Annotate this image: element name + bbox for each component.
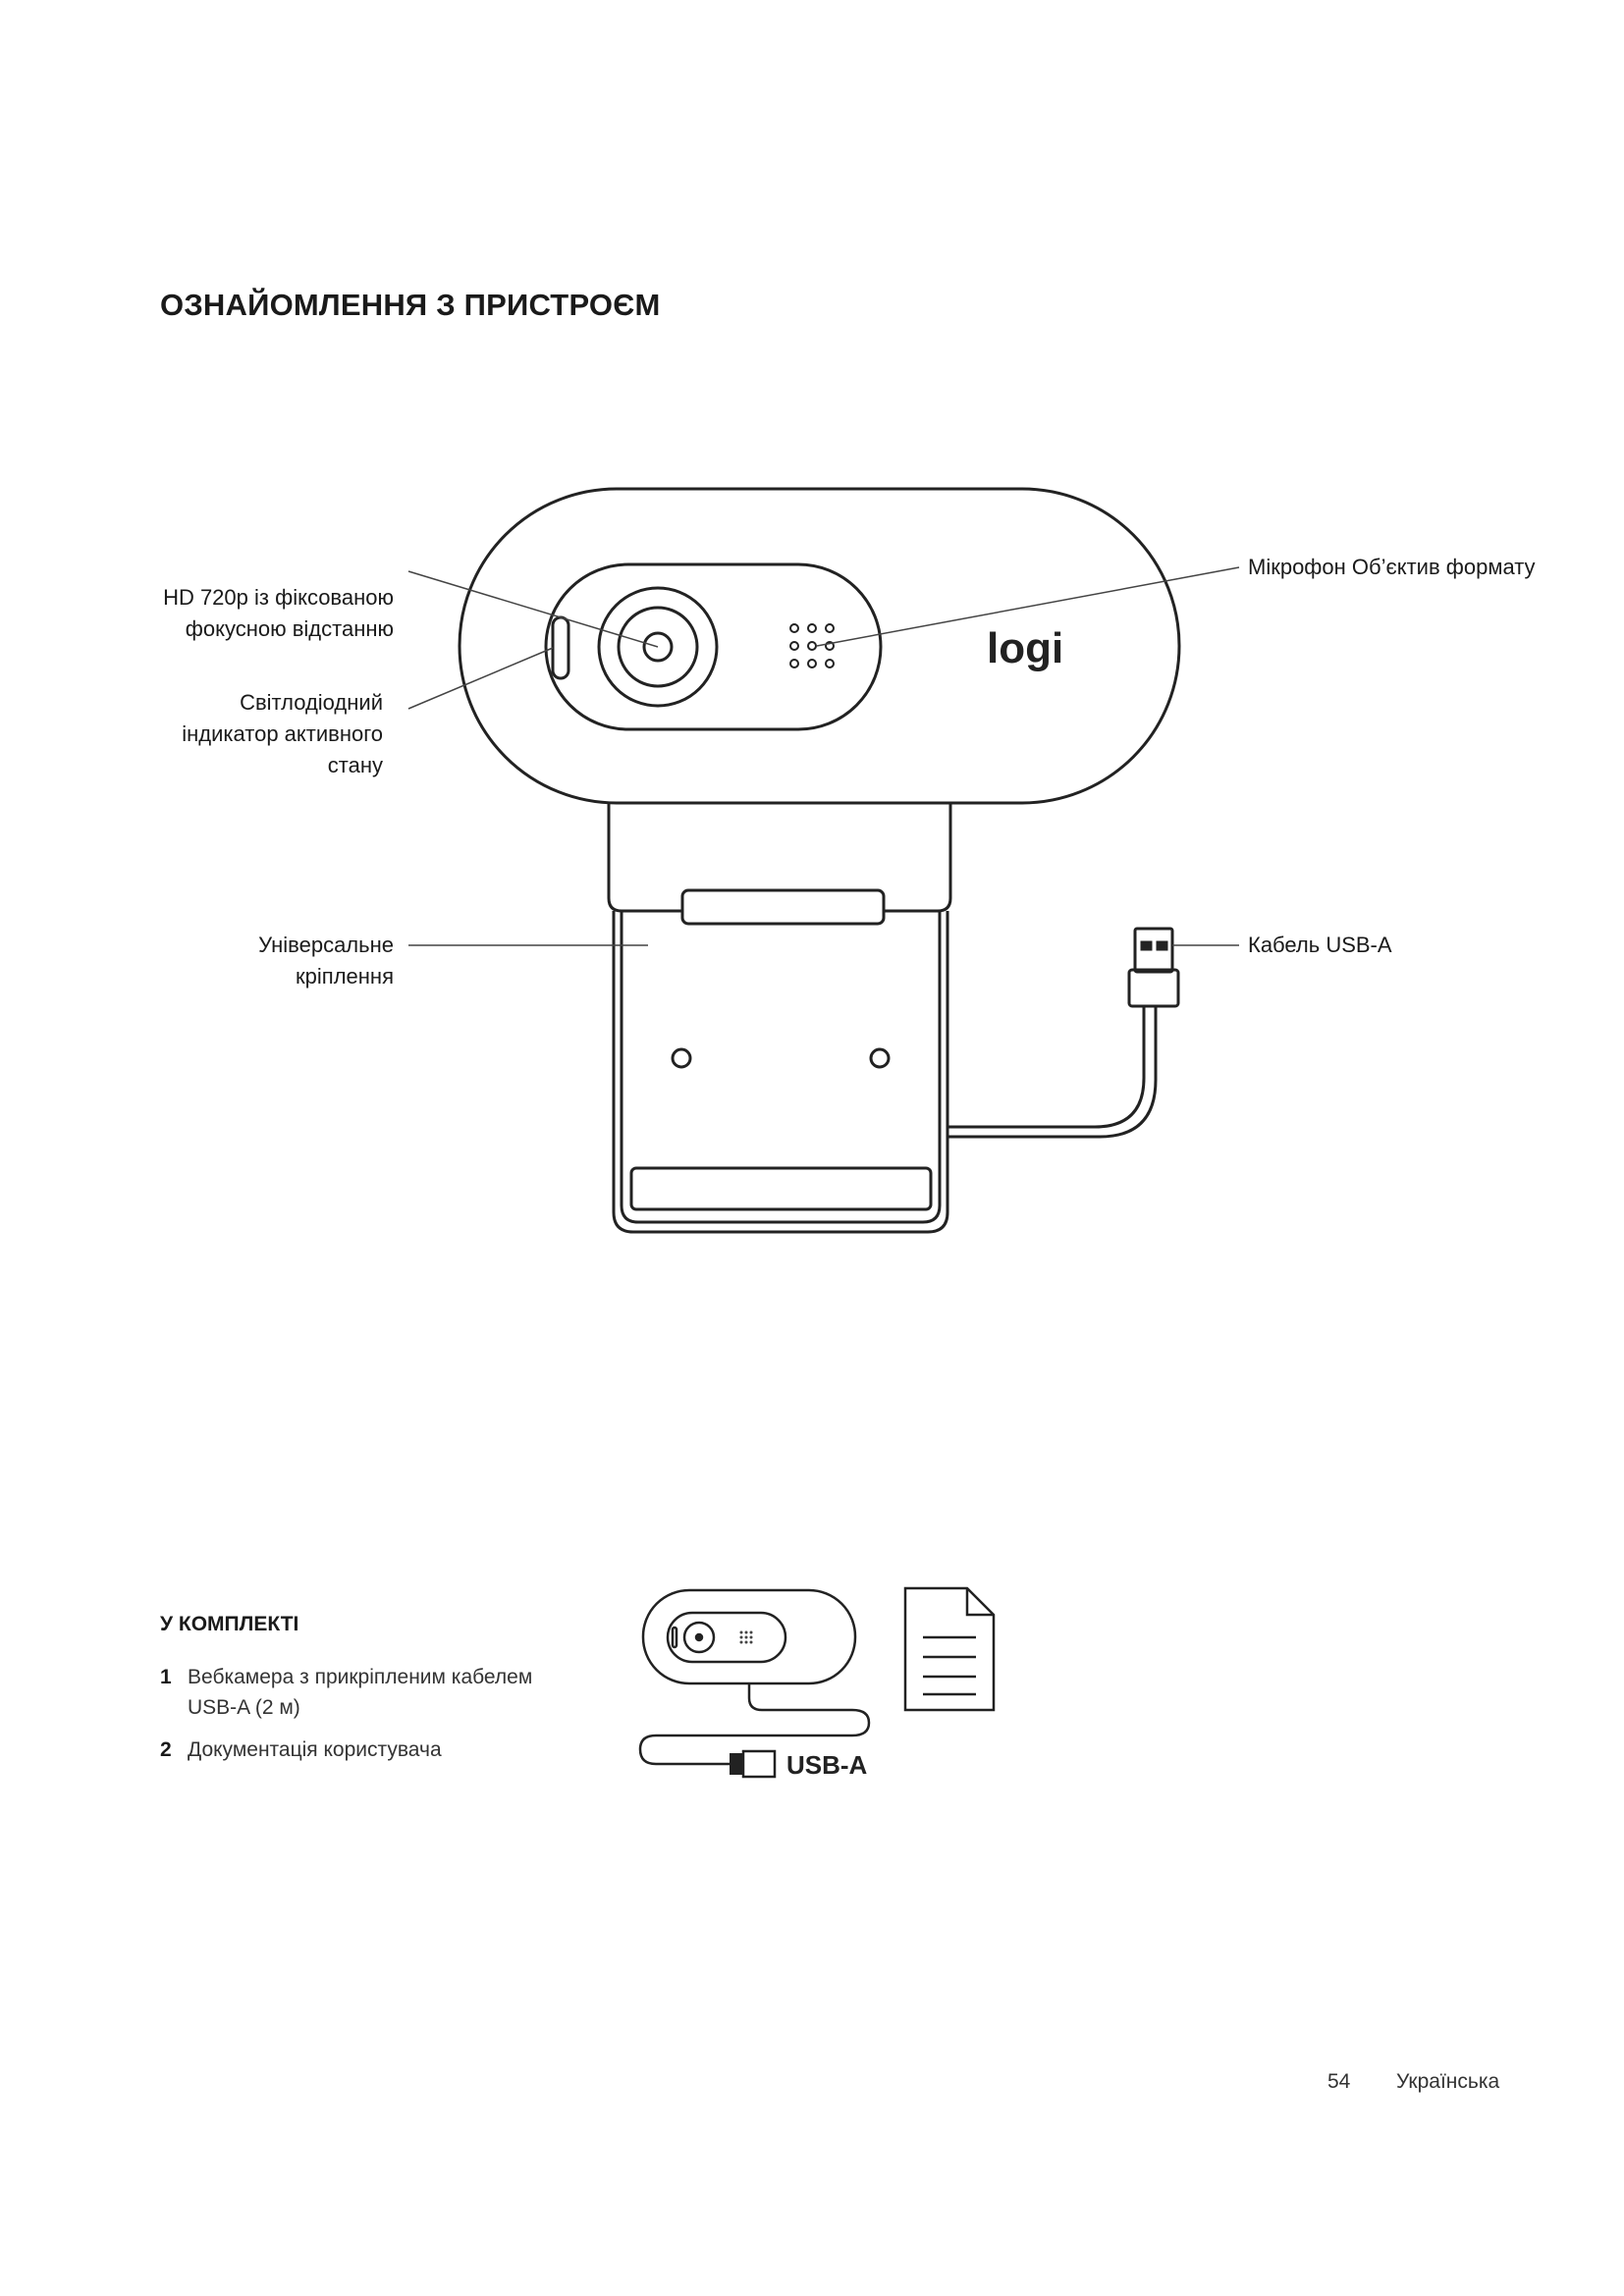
in-box-item-2 [160, 1735, 442, 1765]
callout-mic: Мікрофон Об’єктив формату [1248, 555, 1536, 579]
usb-plug-body [1129, 970, 1178, 1006]
item-text-line2: USB-A (2 м) [188, 1696, 300, 1719]
callout-lens-line1: HD 720p із фіксованою [163, 585, 394, 610]
item-text: Документація користувача [188, 1738, 442, 1761]
in-box-item-1 [160, 1662, 532, 1723]
footer-language: Українська [1396, 2070, 1500, 2093]
mount-foot [614, 911, 947, 1232]
callout-lens [163, 582, 394, 645]
document-icon [905, 1588, 994, 1710]
box-mic-dots [740, 1631, 753, 1644]
item-number: 1 [160, 1666, 172, 1688]
item-number: 2 [160, 1738, 172, 1761]
in-box-title: У КОМПЛЕКТІ [160, 1613, 299, 1635]
callout-mount-line1: Універсальне [258, 933, 394, 957]
callout-led-line1: Світлодіодний [240, 690, 383, 715]
callout-led-line3: стану [327, 753, 383, 777]
mount-bottom-tab [631, 1168, 931, 1209]
screw-hole-right [871, 1049, 889, 1067]
box-webcam-illustration [640, 1590, 869, 1777]
logi-logo: logi [987, 624, 1064, 672]
box-usb-label: USB-A [786, 1750, 868, 1780]
callout-mount [258, 930, 394, 992]
callout-led [182, 687, 383, 781]
page-number: 54 [1327, 2070, 1351, 2093]
item-text: Вебкамера з прикріпленим кабелем [188, 1666, 533, 1688]
callout-lens-line2: фокусною відстанню [185, 616, 394, 641]
usb-cable [947, 1006, 1144, 1127]
screw-hole-left [673, 1049, 690, 1067]
mount-tab [682, 890, 884, 924]
page-title: ОЗНАЙОМЛЕННЯ З ПРИСТРОЄМ [160, 288, 661, 322]
callout-led-line2: індикатор активного [182, 721, 383, 746]
callout-mount-line2: кріплення [296, 964, 394, 988]
callout-cable: Кабель USB-A [1248, 933, 1392, 957]
